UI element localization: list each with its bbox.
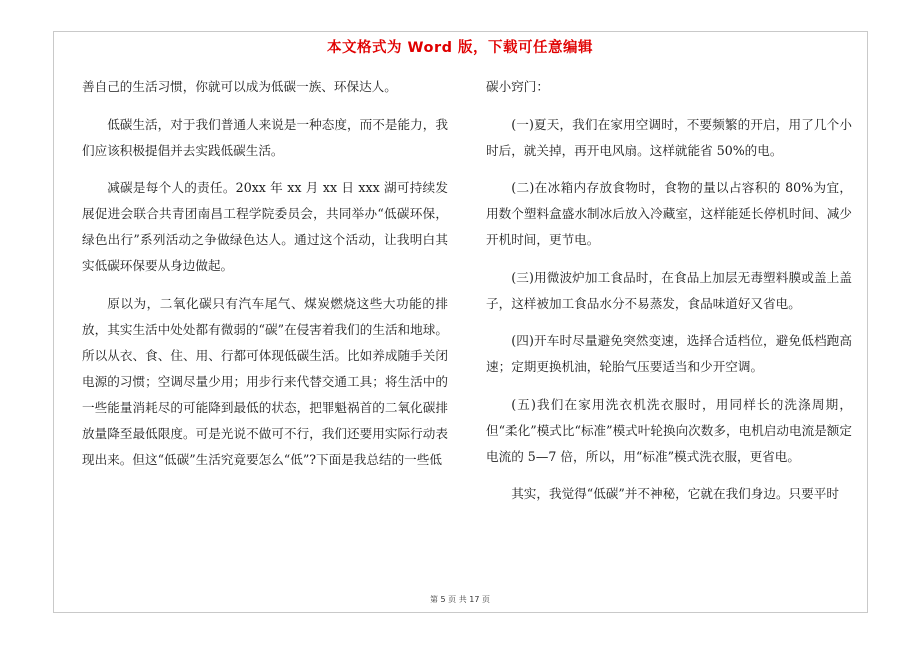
paragraph: 其实，我觉得“低碳”并不神秘，它就在我们身边。只要平时 (511, 486, 839, 501)
paragraph: (三)用微波炉加工食品时，在食品上加层无毒塑料膜或盖上盖子，这样被加工食品水分不易蒸发，食品味道好又省电。 (486, 269, 852, 311)
paragraph: 碳小窍门： (486, 79, 549, 94)
paragraph: (四)开车时尽量避免突然变速，选择合适档位，避免低档跑高速；定期更换机油，轮胎气压要适当和少开空调。 (486, 333, 852, 374)
page-number: 第 5 页 共 17 页 (430, 595, 490, 604)
paragraph: 减碳是每个人的责任。20xx 年 xx 月 xx 日 xxx 湖可持续发展促进会联合共青团南昌工程学院委员会，共同举办“低碳环保，绿色出行”系列活动之争做绿色达人。通过这个活动，让我明白其实低碳环保要从身边做起。 (82, 180, 448, 273)
left-column (82, 74, 448, 473)
download-watermark: 本文格式为 Word 版，下载可任意编辑 (326, 40, 594, 56)
paragraph: (五)我们在家用洗衣机洗衣服时，用同样长的洗涤周期，但“柔化”模式比“标准”模式叶轮换向次数多，电机启动电流是额定电流的 5—7 倍，所以，用“标准”模式洗衣服，更省电。 (486, 396, 852, 464)
paragraph: (二)在冰箱内存放食物时，食物的量以占容积的 80%为宜，用数个塑料盒盛水制冰后放入冷藏室，这样能延长停机时间、减少开机时间，更节电。 (486, 180, 852, 247)
paragraph: (一)夏天，我们在家用空调时，不要频繁的开启，用了几个小时后，就关掉，再开电风扇。这样就能省 50%的电。 (486, 116, 852, 158)
paragraph: 低碳生活，对于我们普通人来说是一种态度，而不是能力，我们应该积极提倡并去实践低碳生活。 (82, 116, 448, 158)
paragraph: 原以为，二氧化碳只有汽车尾气、煤炭燃烧这些大功能的排放，其实生活中处处都有微弱的“碳”在侵害着我们的生活和地球。所以从衣、食、住、用、行都可体现低碳生活。比如养成随手关闭电源的习惯；空调尽量少用；用步行来代替交通工具；将生活中的一些能量消耗尽的可能降到最低的状态，把罪魁祸首的二氧化碳排放量降至最低限度。可是光说不做可不行，我们还要用实际行动表现出来。但这“低碳”生活究竟要怎么“低”?下面是我总结的一些低 (82, 295, 448, 467)
right-column (486, 74, 852, 507)
paragraph: 善自己的生活习惯，你就可以成为低碳一族、环保达人。 (82, 79, 397, 94)
